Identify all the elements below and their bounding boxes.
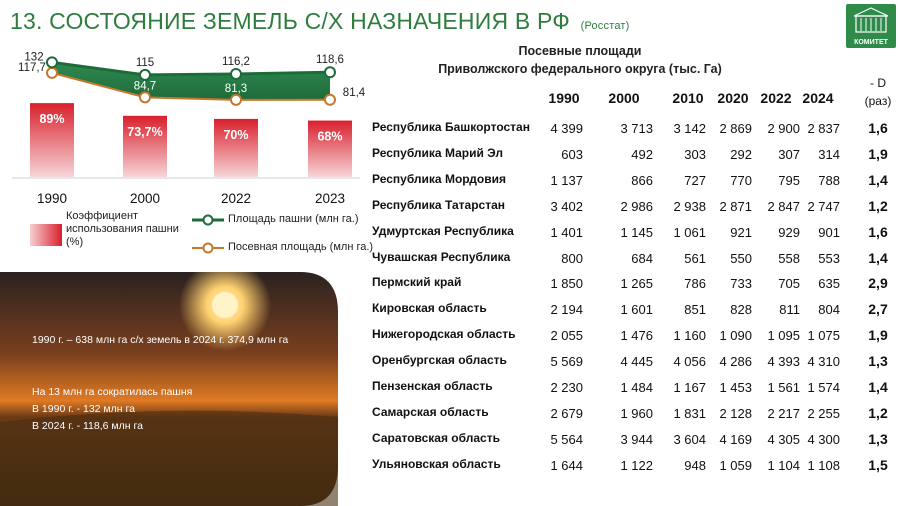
region-name: Пермский край xyxy=(372,275,462,290)
column-header-2022: 2022 xyxy=(760,90,792,106)
table-title-line1: Посевные площади xyxy=(518,44,642,58)
cell-2020: 733 xyxy=(730,276,752,292)
cell-2000: 492 xyxy=(631,146,653,162)
cell-1990: 1 644 xyxy=(550,457,583,473)
region-name: Чувашская Республика xyxy=(372,249,511,264)
cell-2024: 4 310 xyxy=(807,354,840,370)
cell-2010: 561 xyxy=(684,250,706,266)
delta-value: 1,9 xyxy=(868,327,888,344)
region-name: Республика Башкортостан xyxy=(372,120,530,134)
cell-2010: 851 xyxy=(684,302,706,318)
label-arable-2000: 115 xyxy=(135,56,155,69)
cell-1990: 5 564 xyxy=(550,431,583,447)
cell-2022: 558 xyxy=(778,250,800,266)
region-name: Республика Марий Эл xyxy=(372,145,504,160)
cell-2020: 1 059 xyxy=(719,457,752,473)
column-header-1990: 1990 xyxy=(548,90,580,106)
region-name: Кировская область xyxy=(372,301,487,316)
cell-1990: 4 399 xyxy=(550,121,583,136)
cell-2000: 1 265 xyxy=(620,276,653,292)
delta-value: 1,6 xyxy=(868,120,888,136)
delta-value: 1,2 xyxy=(868,197,888,214)
title-text: 13. СОСТОЯНИЕ ЗЕМЕЛЬ С/Х НАЗНАЧЕНИЯ В РФ xyxy=(10,8,570,34)
cell-2000: 1 601 xyxy=(620,302,653,318)
cell-2022: 2 847 xyxy=(767,198,800,214)
cell-2020: 2 869 xyxy=(719,121,752,136)
cell-2024: 804 xyxy=(818,302,840,318)
cell-2010: 1 160 xyxy=(673,328,706,344)
table-title-line2: Приволжского федерального округа (тыс. Га) xyxy=(438,62,722,76)
cell-2024: 553 xyxy=(818,250,840,266)
cell-2000: 1 145 xyxy=(620,224,653,240)
region-name: Удмуртская Республика xyxy=(372,223,514,238)
cell-2024: 1 108 xyxy=(807,457,840,473)
legend-line1-label: Площадь пашни (млн га.) xyxy=(228,213,359,225)
cell-2020: 1 453 xyxy=(719,380,752,395)
cell-2024: 2 747 xyxy=(807,198,840,214)
cell-2000: 1 476 xyxy=(620,328,653,344)
label-arable-1990: 132 xyxy=(24,51,44,64)
cell-2020: 292 xyxy=(730,146,752,162)
cell-1990: 5 569 xyxy=(550,354,583,370)
cell-2022: 705 xyxy=(778,276,800,292)
delta-header-unit: (раз) xyxy=(864,94,892,108)
cell-1990: 2 055 xyxy=(550,328,583,344)
cell-2020: 4 169 xyxy=(719,431,752,447)
label-sown-2000: 84,7 xyxy=(133,80,157,93)
cell-2024: 2 837 xyxy=(807,121,840,136)
cell-2022: 2 217 xyxy=(767,405,800,421)
cell-1990: 800 xyxy=(561,250,583,266)
cell-1990: 3 402 xyxy=(550,198,583,214)
cell-1990: 2 679 xyxy=(550,405,583,421)
region-name: Республика Мордовия xyxy=(372,171,507,186)
region-name: Оренбургская область xyxy=(372,353,507,368)
region-name: Саратовская область xyxy=(372,430,500,445)
x-tick-2000: 2000 xyxy=(129,191,161,206)
cell-2024: 2 255 xyxy=(807,405,840,421)
cell-2000: 1 484 xyxy=(620,380,653,395)
label-sown-1990: 117,7 xyxy=(18,61,46,74)
photo-text-3: В 1990 г. - 132 млн га xyxy=(32,403,135,415)
x-tick-2023: 2023 xyxy=(314,191,346,206)
x-tick-2022: 2022 xyxy=(220,191,252,206)
region-name: Республика Татарстан xyxy=(372,197,506,212)
cell-2024: 635 xyxy=(818,276,840,292)
cell-2010: 786 xyxy=(684,276,706,292)
cell-2000: 4 445 xyxy=(620,354,653,370)
delta-value: 1,6 xyxy=(868,223,888,240)
delta-value: 1,2 xyxy=(868,404,888,421)
cell-2020: 4 286 xyxy=(719,354,752,370)
column-header-2024: 2024 xyxy=(802,90,834,106)
label-arable-2022: 116,2 xyxy=(222,56,250,69)
label-arable-2023: 118,6 xyxy=(316,54,344,67)
cell-1990: 1 401 xyxy=(550,224,583,240)
cell-2020: 828 xyxy=(730,302,752,318)
photo-text-1: 1990 г. – 638 млн га с/х земель в 2024 г. 374,9 млн га xyxy=(32,334,289,346)
cell-2010: 727 xyxy=(684,172,706,188)
cell-2020: 550 xyxy=(730,250,752,266)
cell-2020: 2 871 xyxy=(719,198,752,214)
cell-2022: 1 104 xyxy=(767,457,800,473)
region-name: Нижегородская область xyxy=(372,327,516,342)
cell-2010: 948 xyxy=(684,457,706,473)
cell-2000: 3 944 xyxy=(620,431,653,447)
cell-2020: 770 xyxy=(730,172,752,188)
cell-2010: 1 061 xyxy=(673,224,706,240)
cell-2024: 1 075 xyxy=(807,328,840,344)
legend-bar-label: Коэффициент использования пашни (%) xyxy=(66,210,179,248)
cell-1990: 1 137 xyxy=(550,172,583,188)
title-source: (Росстат) xyxy=(580,20,630,32)
cell-2022: 929 xyxy=(778,224,800,240)
bar-label-1990: 89% xyxy=(39,112,65,127)
cell-2024: 788 xyxy=(818,172,840,188)
cell-2000: 1 960 xyxy=(620,405,653,421)
delta-value: 1,4 xyxy=(868,171,888,188)
photo-text-4: В 2024 г. - 118,6 млн га xyxy=(32,420,143,432)
cell-2022: 4 305 xyxy=(767,431,800,447)
cell-2024: 1 574 xyxy=(807,380,840,395)
cell-2010: 303 xyxy=(684,146,706,162)
photo-text-2: На 13 млн га сократилась пашня xyxy=(32,386,193,398)
delta-value: 1,9 xyxy=(868,145,888,162)
cell-1990: 2 230 xyxy=(550,380,583,395)
delta-value: 2,7 xyxy=(868,301,888,318)
cell-2000: 3 713 xyxy=(620,121,653,136)
label-sown-2022: 81,3 xyxy=(224,82,248,95)
cell-2022: 1 095 xyxy=(767,328,800,344)
cell-2024: 314 xyxy=(818,146,840,162)
cell-2020: 2 128 xyxy=(719,405,752,421)
cell-2024: 901 xyxy=(818,224,840,240)
cell-2022: 4 393 xyxy=(767,354,800,370)
cell-2010: 3 604 xyxy=(673,431,706,447)
cell-2000: 1 122 xyxy=(620,457,653,473)
column-header-2020: 2020 xyxy=(717,90,749,106)
cell-1990: 1 850 xyxy=(550,276,583,292)
region-name: Пензенская область xyxy=(372,379,493,393)
delta-value: 1,3 xyxy=(868,430,888,447)
logo-caption: КОМИТЕТ xyxy=(854,39,888,46)
delta-value: 1,5 xyxy=(868,456,888,473)
cell-2000: 2 986 xyxy=(620,198,653,214)
cell-2000: 684 xyxy=(631,250,653,266)
cell-2022: 811 xyxy=(779,302,800,318)
cell-2010: 3 142 xyxy=(673,121,706,136)
cell-2010: 2 938 xyxy=(673,198,706,214)
region-name: Самарская область xyxy=(372,404,489,419)
cell-2020: 921 xyxy=(730,224,752,240)
bar-label-2022: 70% xyxy=(223,127,249,142)
column-header-2010: 2010 xyxy=(672,90,704,106)
cell-2022: 1 561 xyxy=(767,380,800,395)
bar-label-2023: 68% xyxy=(317,129,343,144)
delta-value: 1,4 xyxy=(868,249,888,266)
cell-2022: 2 900 xyxy=(767,121,800,136)
delta-value: 1,4 xyxy=(868,379,888,395)
cell-2020: 1 090 xyxy=(719,328,752,344)
delta-value: 1,3 xyxy=(868,353,888,370)
label-sown-2023: 81,4 xyxy=(342,86,366,99)
cell-2022: 795 xyxy=(778,172,800,188)
cell-2000: 866 xyxy=(631,172,653,188)
region-name: Ульяновская область xyxy=(372,456,501,471)
delta-header: - D xyxy=(870,76,886,90)
cell-2010: 1 831 xyxy=(673,405,706,421)
column-header-2000: 2000 xyxy=(608,90,640,106)
cell-1990: 2 194 xyxy=(550,302,583,318)
cell-1990: 603 xyxy=(561,146,583,162)
cell-2024: 4 300 xyxy=(807,431,840,447)
x-tick-1990: 1990 xyxy=(36,191,68,206)
bar-label-2000: 73,7% xyxy=(127,124,163,139)
cell-2010: 1 167 xyxy=(673,380,706,395)
cell-2010: 4 056 xyxy=(673,354,706,370)
legend-line2-label: Посевная площадь (млн га.) xyxy=(228,241,374,253)
delta-value: 2,9 xyxy=(868,275,888,292)
cell-2022: 307 xyxy=(778,146,800,162)
